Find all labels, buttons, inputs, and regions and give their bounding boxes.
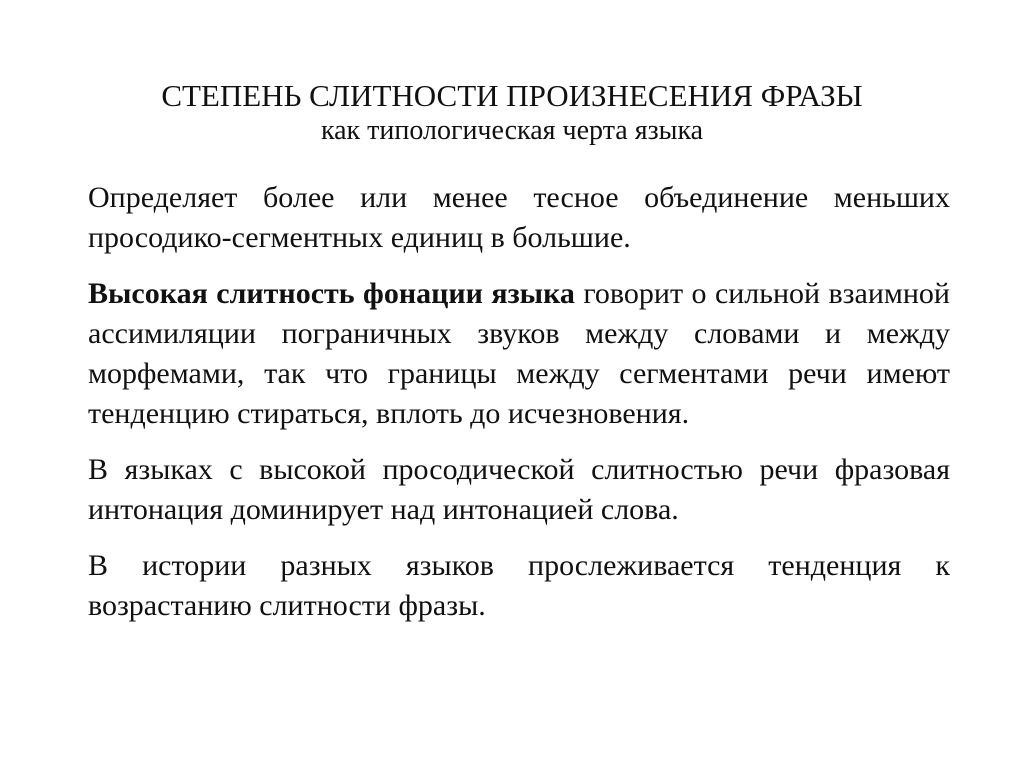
paragraph-text: Определяет более или менее тесное объединение меньших просодико-сегментных единиц в большие. [88, 181, 950, 254]
paragraph-history [88, 546, 950, 626]
slide-subtitle: как типологическая черта языка [320, 115, 704, 146]
paragraph-definition [88, 178, 950, 258]
paragraph-intonation [88, 450, 950, 530]
paragraph-text: В языках с высокой просодической слитностью речи фразовая интонация доминирует над интонацией слова. [88, 453, 950, 526]
slide-title: СТЕПЕНЬ СЛИТНОСТИ ПРОИЗНЕСЕНИЯ ФРАЗЫ [161, 78, 863, 113]
paragraph-text: говорит о сильной взаимной ассимиляции пограничных звуков между словами и между морфемами, так что границы между сегментами речи имеют тенденцию стираться, вплоть до исчезновения. [88, 277, 950, 430]
paragraph-text: В истории разных языков прослеживается тенденция к возрастанию слитности фразы. [88, 549, 950, 622]
slide-body [88, 178, 950, 626]
paragraph-high-fusion [88, 274, 950, 434]
paragraph-bold-term: Высокая слитность фонации языка [88, 277, 575, 310]
